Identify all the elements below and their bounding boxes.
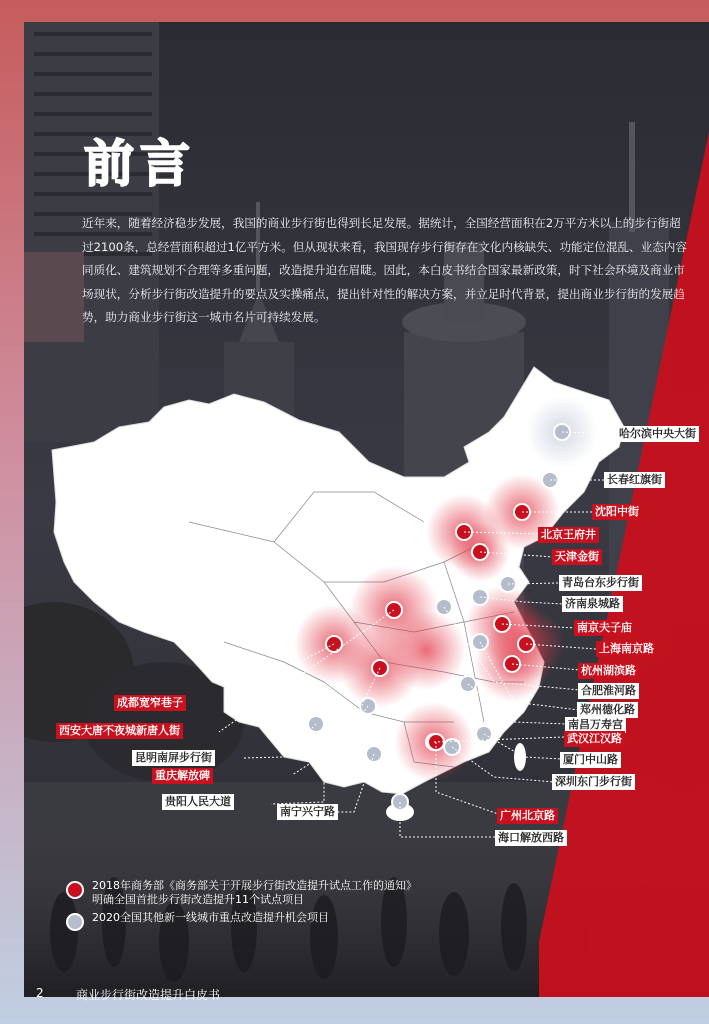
label-kunming: 昆明南屏步行街 bbox=[132, 750, 215, 766]
label-chengdu: 成都宽窄巷子 bbox=[114, 695, 186, 711]
label-nanning: 南宁兴宁路 bbox=[277, 804, 338, 820]
label-nanjing: 南京夫子庙 bbox=[574, 620, 635, 636]
label-hefei: 合肥淮河路 bbox=[578, 683, 639, 699]
legend-gray-line: 2020全国其他新一线城市重点改造提升机会项目 bbox=[92, 911, 329, 924]
legend bbox=[64, 879, 417, 929]
label-guangzhou: 广州北京路 bbox=[497, 808, 558, 824]
footer bbox=[24, 984, 709, 1004]
label-harbin: 哈尔滨中央大街 bbox=[616, 426, 699, 442]
label-beijing: 北京王府井 bbox=[538, 527, 599, 543]
legend-gray-item bbox=[64, 911, 417, 925]
label-shenzhen: 深圳东门步行街 bbox=[552, 774, 635, 790]
label-chongqing: 重庆解放碑 bbox=[152, 768, 213, 784]
label-qingdao: 青岛台东步行街 bbox=[559, 575, 642, 591]
label-nanchang: 南昌万寿宫 bbox=[565, 717, 626, 733]
document-name: 商业步行街改造提升白皮书 bbox=[76, 988, 221, 1002]
label-shenyang: 沈阳中街 bbox=[592, 504, 642, 520]
legend-red-item bbox=[64, 879, 417, 907]
taiwan-island bbox=[514, 743, 526, 771]
label-xian: 西安大唐不夜城新唐人街 bbox=[56, 723, 183, 739]
label-changchun: 长春红旗街 bbox=[604, 472, 665, 488]
label-wuhan: 武汉江汉路 bbox=[564, 731, 625, 747]
red-dot-icon bbox=[66, 881, 84, 899]
label-hangzhou: 杭州湖滨路 bbox=[578, 663, 639, 679]
label-shanghai: 上海南京路 bbox=[596, 641, 657, 657]
label-xiamen: 厦门中山路 bbox=[560, 752, 621, 768]
page-title: 前言 bbox=[84, 135, 196, 193]
content-panel bbox=[24, 22, 709, 997]
label-zhengzhou: 郑州德化路 bbox=[577, 702, 638, 718]
legend-red-line2: 明确全国首批步行街改造提升11个试点项目 bbox=[92, 893, 304, 906]
gray-dot-icon bbox=[66, 913, 84, 931]
label-haikou: 海口解放西路 bbox=[495, 830, 567, 846]
page-number: 2 bbox=[36, 986, 44, 1000]
label-guiyang: 贵阳人民大道 bbox=[162, 794, 234, 810]
label-tianjin: 天津金街 bbox=[552, 549, 602, 565]
legend-red-line1: 2018年商务部《商务部关于开展步行街改造提升试点工作的通知》 bbox=[92, 879, 417, 892]
label-jinan: 济南泉城路 bbox=[562, 596, 623, 612]
intro-paragraph: 近年来，随着经济稳步发展，我国的商业步行街也得到长足发展。据统计，全国经营面积在2万平方米以上的步行街超过2100条，总经营面积超过1亿平方米。但从现状来看，我国现存步行街存在文化内核缺失、功能定位混乱、业态内容同质化、建筑规划不合理等多重问题，改造提升迫在眉睫。因此，本白皮书结合国家最新政策，时下社会环境及商业市场现状，分析步行街改造提升的要点及实操痛点，提出针对性的解决方案，并立足时代背景，提出商业步行街的发展趋势，助力商业步行街这一城市名片可持续发展。 bbox=[82, 216, 687, 325]
